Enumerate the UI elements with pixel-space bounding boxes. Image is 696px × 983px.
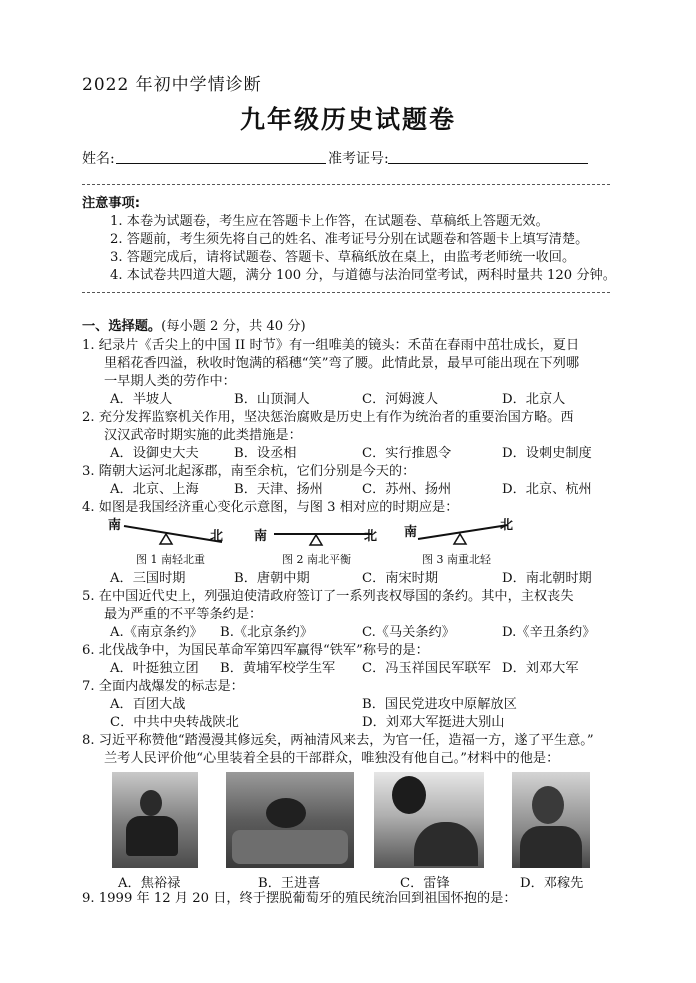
balance-figure-1 (104, 515, 244, 567)
option-c[interactable]: C．中共中央转战陕北 (110, 715, 239, 730)
section-title: 一、选择题。 (82, 319, 162, 334)
option-c[interactable]: C.《马关条约》 (362, 625, 455, 640)
option-a[interactable]: A．焦裕禄 (118, 876, 181, 891)
page-title: 九年级历史试题卷 (239, 105, 456, 134)
option-d[interactable]: D.《辛丑条约》 (502, 625, 596, 640)
option-d[interactable]: D．南北朝时期 (502, 571, 592, 586)
option-d[interactable]: D．邓稼先 (520, 876, 584, 891)
question-line: 里稻花香四溢，秋收时饱满的稻穗“笑”弯了腰。此情此景，最早可能出现在下列哪 (104, 356, 580, 371)
option-d[interactable]: D．刘邓大军 (502, 661, 579, 676)
south-label: 南 (404, 525, 418, 540)
exam-name: 2022 年初中学情诊断 (82, 75, 262, 95)
south-label: 南 (254, 529, 268, 544)
balance-figure-3 (404, 515, 544, 567)
id-label: 准考证号: (328, 151, 389, 167)
name-label: 姓名: (82, 151, 115, 167)
notice-heading: 注意事项: (82, 196, 141, 211)
fulcrum (160, 534, 172, 544)
notice-item: 2. 答题前，考生须先将自己的姓名、准考证号分别在试题卷和答题卡上填写清楚。 (110, 232, 589, 247)
photo-wang-jinxi (226, 772, 354, 868)
question-line: 7. 全面内战爆发的标志是： (82, 679, 244, 694)
divider-bottom (82, 292, 610, 293)
photo-jiao-yulu (112, 772, 198, 868)
option-b[interactable]: B.《北京条约》 (220, 625, 314, 640)
portrait-head (266, 798, 306, 828)
option-d[interactable]: D．设刺史制度 (502, 446, 592, 461)
option-b[interactable]: B．设丞相 (234, 446, 297, 461)
question-line: 6. 北伐战争中，为国民革命军第四军赢得“铁军”称号的是： (82, 643, 429, 658)
question-line: 汉汉武帝时期实施的此类措施是： (104, 428, 302, 443)
question-line: 1. 纪录片《舌尖上的中国 II 时节》有一组唯美的镜头：禾苗在春雨中茁壮成长，夏日 (82, 338, 580, 353)
section-note: (每小题 2 分，共 40 分) (161, 319, 306, 334)
option-a[interactable]: A．设御史大夫 (110, 446, 199, 461)
question-line: 9. 1999 年 12 月 20 日，终于摆脱葡萄牙的殖民统治回到祖国怀抱的是： (82, 891, 517, 906)
option-b[interactable]: B．唐朝中期 (234, 571, 310, 586)
portrait-body (126, 816, 178, 856)
question-line: 一早期人类的劳作中： (104, 374, 236, 389)
economic-center-figure (104, 515, 524, 567)
portrait-body (520, 826, 582, 868)
notice-item: 1. 本卷为试题卷，考生应在答题卡上作答，在试题卷、草稿纸上答题无效。 (110, 214, 549, 229)
option-a[interactable]: A．叶挺独立团 (110, 661, 199, 676)
option-b[interactable]: B．王进喜 (258, 876, 321, 891)
fulcrum (310, 535, 322, 545)
north-label: 北 (364, 529, 378, 544)
option-a[interactable]: A．三国时期 (110, 571, 186, 586)
option-d[interactable]: D．北京、杭州 (502, 482, 592, 497)
option-c[interactable]: C．河姆渡人 (362, 392, 439, 407)
option-a[interactable]: A．百团大战 (110, 697, 186, 712)
option-a[interactable]: A．北京、上海 (110, 482, 199, 497)
north-label: 北 (500, 518, 514, 533)
option-c[interactable]: C．雷锋 (400, 876, 450, 891)
option-c[interactable]: C．南宋时期 (362, 571, 439, 586)
photo-deng-jiaxian (512, 772, 590, 868)
option-b[interactable]: B．黄埔军校学生军 (220, 661, 336, 676)
photo-lei-feng (374, 772, 484, 868)
option-b[interactable]: B．天津、扬州 (234, 482, 323, 497)
option-c[interactable]: C．苏州、扬州 (362, 482, 452, 497)
option-c[interactable]: C．实行推恩令 (362, 446, 452, 461)
figure-caption: 图 3 南重北轻 (422, 553, 491, 566)
option-b[interactable]: B．山顶洞人 (234, 392, 310, 407)
question-line: 兰考人民评价他“心里装着全县的干部群众，唯独没有他自己。”材料中的他是： (104, 751, 560, 766)
divider-top (82, 184, 610, 185)
question-line: 最为严重的不平等条约是： (104, 607, 263, 622)
portrait-head (532, 786, 564, 824)
north-label: 北 (210, 529, 224, 544)
question-line: 5. 在中国近代史上，列强迫使清政府签订了一系列丧权辱国的条约。其中，主权丧失 (82, 589, 574, 604)
name-field[interactable] (116, 163, 326, 164)
option-a[interactable]: A.《南京条约》 (110, 625, 203, 640)
id-field[interactable] (388, 163, 588, 164)
question-line: 3. 隋朝大运河北起涿郡，南至余杭，它们分别是今天的： (82, 464, 416, 479)
question-line: 2. 充分发挥监察机关作用，坚决惩治腐败是历史上有作为统治者的重要治国方略。西 (82, 410, 574, 425)
figure-caption: 图 1 南轻北重 (136, 553, 205, 566)
beam-line (418, 525, 508, 539)
notice-item: 3. 答题完成后，请将试题卷、答题卡、草稿纸放在桌上，由监考老师统一收回。 (110, 250, 576, 265)
south-label: 南 (108, 518, 122, 533)
portrait-head (392, 776, 426, 814)
portrait-body (232, 830, 348, 864)
option-b[interactable]: B．国民党进攻中原解放区 (362, 697, 517, 712)
notice-item: 4. 本试卷共四道大题，满分 100 分，与道德与法治同堂考试，两科时量共 120 分钟。 (110, 268, 616, 283)
balance-figure-2 (254, 515, 394, 567)
option-a[interactable]: A．半坡人 (110, 392, 173, 407)
beam-line (124, 526, 222, 542)
figure-caption: 图 2 南北平衡 (282, 553, 351, 566)
option-d[interactable]: D．刘邓大军挺进大别山 (362, 715, 505, 730)
portrait-body (414, 822, 478, 866)
section-heading (82, 318, 306, 336)
option-c[interactable]: C．冯玉祥国民军联军 (362, 661, 491, 676)
portrait-head (140, 790, 162, 816)
question-line: 8. 习近平称赞他“踏漫漫其修远矣，两袖清风来去，为官一任，造福一方，遂了平生意。” (82, 733, 594, 748)
option-d[interactable]: D．北京人 (502, 392, 566, 407)
question-line: 4. 如图是我国经济重心变化示意图，与图 3 相对应的时期应是： (82, 500, 459, 515)
fulcrum (454, 534, 466, 544)
